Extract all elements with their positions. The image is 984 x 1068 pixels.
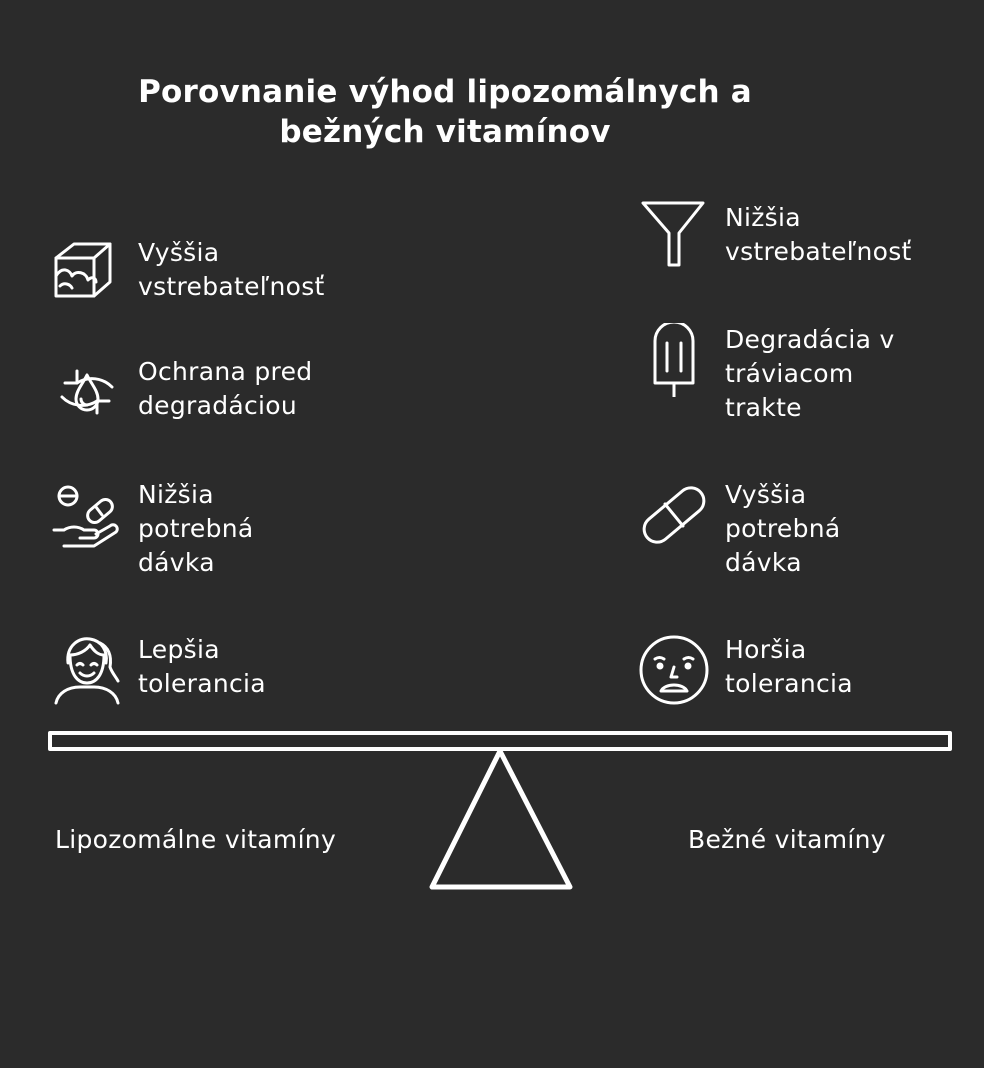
left-item-protection-label: Ochrana pred degradáciou bbox=[138, 357, 313, 420]
left-item-lower-dose-label: Nižšia potrebná dávka bbox=[138, 480, 254, 577]
right-item-absorption-label: Nižšia vstrebateľnosť bbox=[725, 203, 912, 266]
title-line-1: Porovnanie výhod lipozomálnych a bbox=[138, 74, 752, 110]
left-item-tolerance-label: Lepšia tolerancia bbox=[138, 635, 266, 698]
right-item-higher-dose-label: Vyššia potrebná dávka bbox=[725, 480, 841, 577]
left-side-label: Lipozomálne vitamíny bbox=[55, 825, 337, 854]
title-line-2: bežných vitamínov bbox=[279, 114, 611, 150]
seesaw-beam bbox=[50, 733, 950, 749]
right-item-degradation-label: Degradácia v tráviacom trakte bbox=[725, 325, 895, 422]
seesaw-fulcrum bbox=[432, 751, 570, 887]
right-side-label: Bežné vitamíny bbox=[688, 825, 886, 854]
right-item-tolerance-label: Horšia tolerancia bbox=[725, 635, 853, 698]
left-item-absorption-label: Vyššia vstrebateľnosť bbox=[138, 238, 325, 301]
